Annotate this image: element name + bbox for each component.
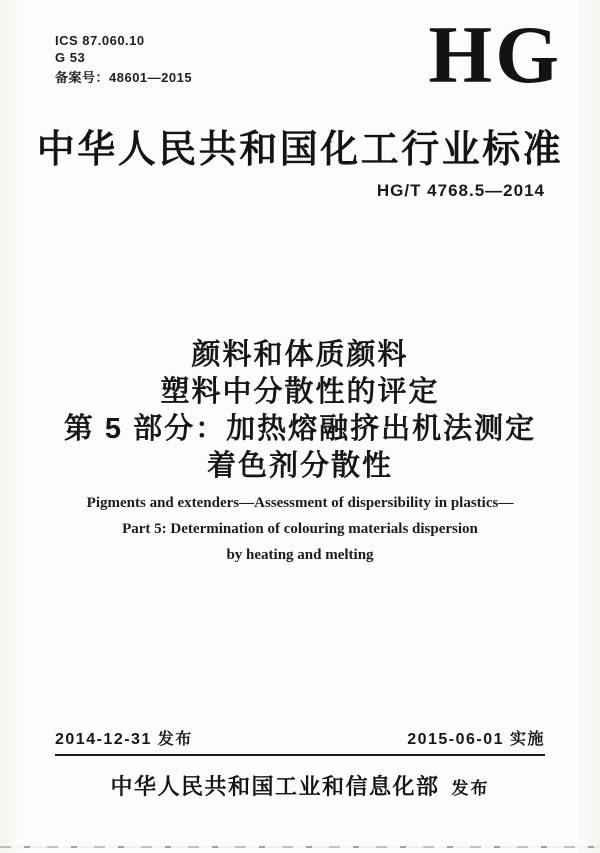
ics-code: ICS 87.060.10: [55, 33, 145, 48]
title-en-line-3: by heating and melting: [226, 547, 374, 563]
title-zh-line-2: 塑料中分散性的评定: [160, 376, 440, 408]
publisher-action: 发布: [451, 779, 490, 798]
scan-edge-artifact: [0, 846, 600, 848]
title-zh-line-3: 第 5 部分：加热熔融挤出机法测定: [63, 413, 537, 445]
class-code: G 53: [55, 50, 86, 65]
classification-block: [55, 32, 192, 86]
standard-number: HG/T 4768.5—2014: [376, 181, 545, 200]
issue-date: 2014-12-31 发布: [55, 731, 193, 748]
dates-rule: [55, 726, 545, 756]
implementation-date: 2015-06-01 实施: [407, 731, 545, 748]
standard-type-title: 中华人民共和国化工行业标准: [36, 129, 564, 171]
title-english: [0, 490, 600, 568]
hg-logo: HG: [428, 9, 562, 100]
title-zh-line-4: 着色剂分散性: [206, 450, 393, 482]
title-zh-line-1: 颜料和体质颜料: [191, 339, 409, 371]
publisher-line: [0, 770, 600, 801]
title-en-line-2: Part 5: Determination of colouring materials dispersion: [122, 521, 478, 537]
title-en-line-1: Pigments and extenders—Assessment of dispersibility in plastics—: [86, 495, 514, 511]
publisher-name: 中华人民共和国工业和信息化部: [110, 774, 440, 799]
title-chinese: [0, 337, 600, 485]
record-number: 备案号：48601—2015: [55, 70, 193, 85]
